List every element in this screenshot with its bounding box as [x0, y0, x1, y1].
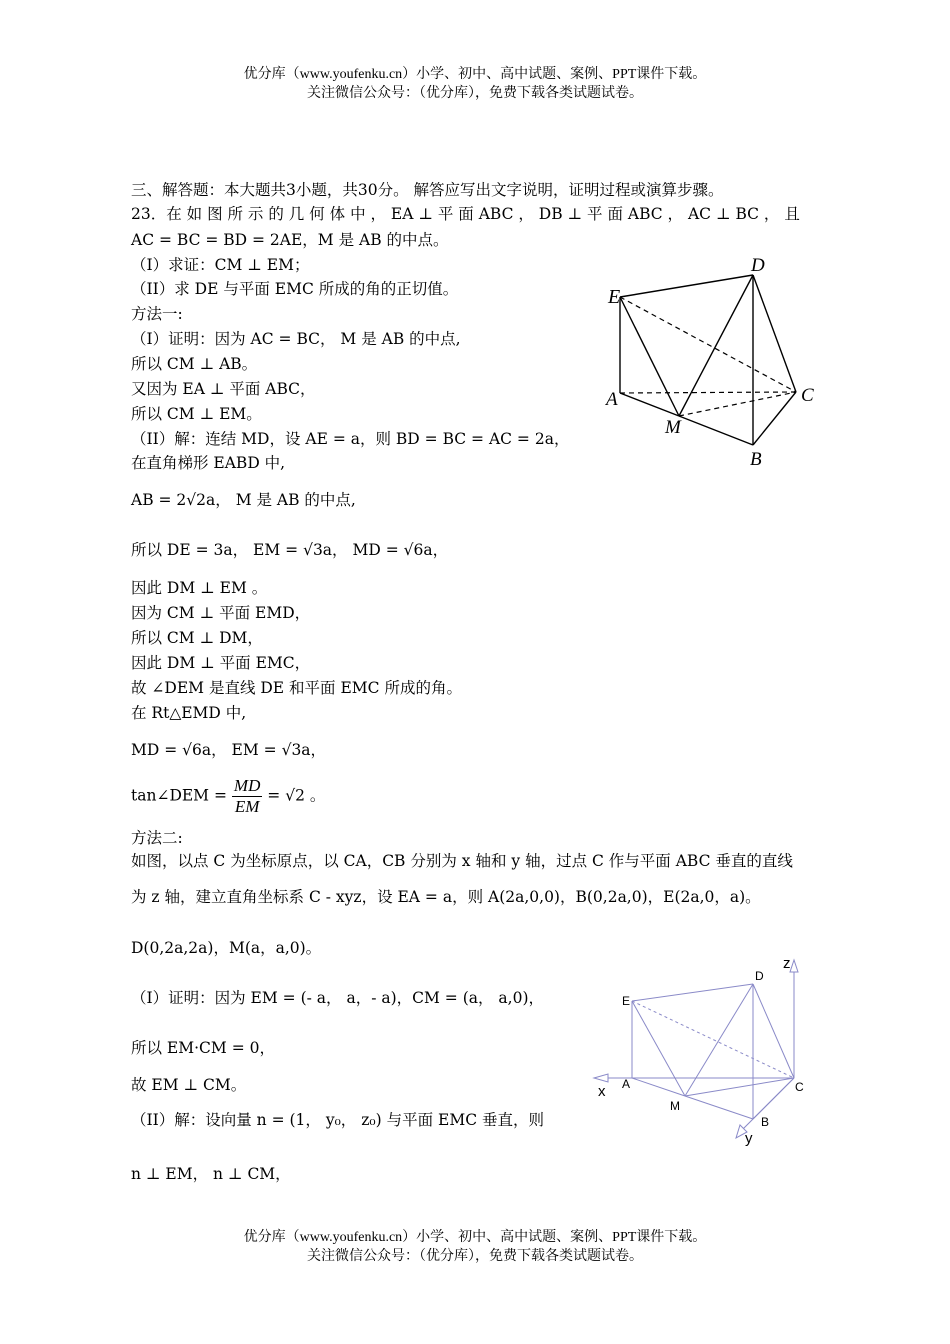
label-D: D [755, 969, 764, 983]
solution-line: 所以 DE = 3a， EM = √3a， MD = √6a， [131, 541, 449, 559]
arrow-z-icon [790, 960, 798, 972]
solution-line: 所以 CM ⊥ EM。 [131, 405, 262, 423]
solution-line: 在直角梯形 EABD 中, [131, 454, 286, 472]
edge-MC [685, 1078, 794, 1096]
tan-equation [131, 776, 325, 817]
tan-numerator: MD [233, 776, 261, 795]
footer-line-1: 优分库（www.youfenku.cn）小学、初中、高中试题、案例、PPT课件下载。 [243, 1230, 707, 1245]
solution-line: 在 Rt△EMD 中, [131, 704, 247, 722]
solution-line: 因此 DM ⊥ EM 。 [131, 579, 268, 597]
edge-MB [685, 1096, 753, 1119]
solution-line: 又因为 EA ⊥ 平面 ABC， [131, 380, 316, 398]
solution-line: 因为 CM ⊥ 平面 EMD， [131, 604, 311, 622]
edge-EM [632, 1001, 685, 1096]
problem-part-1: （I）求证：CM ⊥ EM； [131, 256, 310, 274]
label-E: E [622, 994, 631, 1008]
edge-ED [620, 275, 753, 297]
edge-AC-hidden [620, 392, 796, 393]
edge-DC [753, 275, 796, 392]
header-line-1: 优分库（www.youfenku.cn）小学、初中、高中试题、案例、PPT课件下载。 [243, 67, 707, 82]
problem-line-1: 23．在 如 图 所 示 的 几 何 体 中 ， EA ⊥ 平 面 ABC ， DB ⊥ 平 面 ABC ， AC ⊥ BC ， 且 [131, 205, 800, 223]
solution-line: （II）解：设向量 n = (1， y₀， z₀) 与平面 EMC 垂直，则 [131, 1111, 544, 1129]
method-one-heading: 方法一: [131, 305, 183, 323]
solution-line: MD = √6a， EM = √3a， [131, 741, 327, 759]
solution-line: （I）证明：因为 AC = BC， M 是 AB 的中点, [131, 330, 461, 348]
label-z: z [783, 955, 791, 972]
edge-EC-hidden [632, 1001, 794, 1078]
label-E: E [608, 286, 621, 308]
edge-MD [679, 275, 753, 416]
solution-line: 因此 DM ⊥ 平面 EMC， [131, 654, 311, 672]
tan-prefix: tan∠DEM = [131, 786, 227, 805]
solution-line: （II）解：连结 MD，设 AE = a，则 BD = BC = AC = 2a， [131, 430, 570, 448]
edge-EM [620, 297, 679, 416]
edge-EC-hidden [620, 297, 796, 392]
label-A: A [622, 1077, 631, 1091]
method-two-heading: 方法二: [131, 829, 183, 847]
solution-line: 所以 CM ⊥ AB。 [131, 355, 258, 373]
tan-denominator: EM [234, 797, 260, 816]
edge-AM [632, 1078, 685, 1096]
coordinate-figure [590, 950, 820, 1150]
solution-line: （I）证明：因为 EM = (- a， a，- a)，CM = (a， a,0)， [131, 989, 545, 1007]
label-y: y [745, 1130, 753, 1147]
label-M: M [670, 1099, 680, 1113]
solution-line: 故 ∠DEM 是直线 DE 和平面 EMC 所成的角。 [131, 679, 462, 697]
solution-line: 所以 CM ⊥ DM， [131, 629, 263, 647]
edge-MD [685, 984, 753, 1096]
label-D: D [751, 255, 765, 276]
edge-DC [753, 984, 794, 1078]
edge-ED [632, 984, 753, 1001]
label-B: B [750, 449, 762, 470]
header-line-2: 关注微信公众号：（优分库），免费下载各类试题试卷。 [307, 86, 643, 101]
label-M: M [665, 417, 681, 438]
section-heading: 三、解答题：本大题共3小题，共30分。 解答应写出文字说明，证明过程或演算步骤。 [131, 181, 724, 199]
solution-line: 如图，以点 C 为坐标原点，以 CA，CB 分别为 x 轴和 y 轴，过点 C 作与平面 ABC 垂直的直线 [131, 852, 793, 870]
label-x: x [598, 1083, 606, 1100]
solution-line: 所以 EM·CM = 0， [131, 1039, 275, 1057]
edge-MB [679, 416, 753, 445]
footer-line-2: 关注微信公众号：（优分库），免费下载各类试题试卷。 [307, 1249, 643, 1264]
solution-line: 为 z 轴，建立直角坐标系 C - xyz，设 EA = a，则 A(2a,0,0)，B(0,2a,0)，E(2a,0，a)。 [131, 888, 761, 906]
solution-line: 故 EM ⊥ CM。 [131, 1076, 247, 1094]
arrow-x-icon [594, 1074, 608, 1082]
label-B: B [761, 1115, 770, 1129]
problem-part-2: （II）求 DE 与平面 EMC 所成的角的正切值。 [131, 280, 459, 298]
label-C: C [801, 385, 814, 406]
solution-line: n ⊥ EM， n ⊥ CM， [131, 1165, 291, 1183]
label-A: A [606, 389, 618, 410]
solution-line: D(0,2a,2a)，M(a，a,0)。 [131, 939, 322, 957]
tan-fraction [232, 776, 262, 817]
geometry-figure [590, 245, 840, 475]
tan-suffix: = √2 。 [267, 786, 326, 805]
problem-line-2: AC = BC = BD = 2AE，M 是 AB 的中点。 [131, 231, 449, 249]
edge-AM [620, 393, 679, 416]
edge-MC-hidden [679, 392, 796, 416]
label-C: C [795, 1080, 804, 1094]
solution-line: AB = 2√2a， M 是 AB 的中点, [131, 491, 356, 509]
